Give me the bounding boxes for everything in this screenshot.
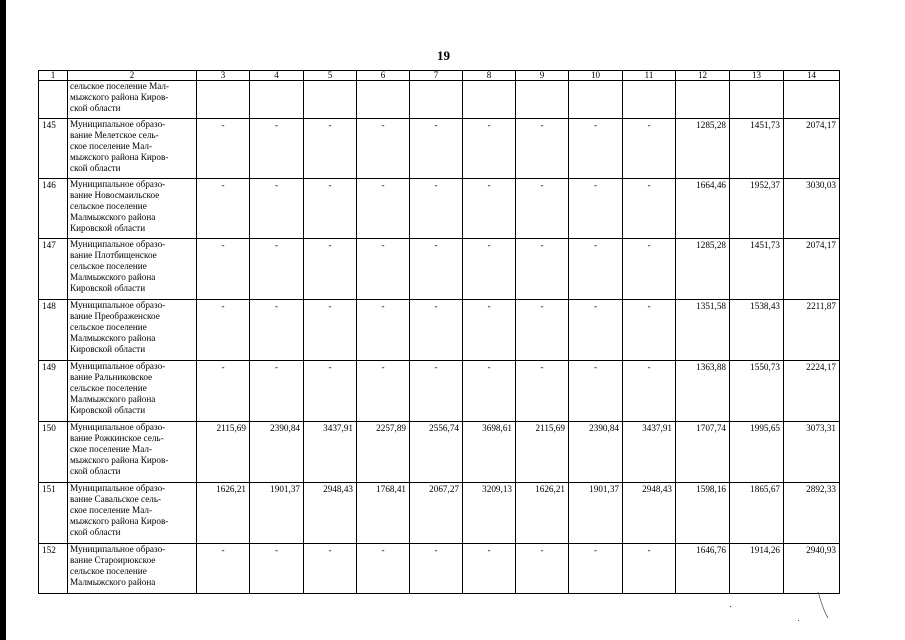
municipality-name: Муниципальное образо- вание Рожкинское сель- ское поселение Мал- мыжского района Киров- ской области [68,422,197,483]
value-cell: - [250,544,304,594]
column-header: 5 [304,71,357,81]
table-row [39,179,840,239]
row-number [39,81,68,119]
value-cell: - [569,239,623,300]
value-cell: 3209,13 [463,483,516,544]
value-cell: 1626,21 [516,483,569,544]
value-cell: - [569,361,623,422]
value-cell: - [569,119,623,179]
row-number: 145 [39,119,68,179]
column-header: 11 [623,71,676,81]
value-cell: - [463,361,516,422]
value-cell [784,81,840,119]
value-cell: - [357,544,410,594]
value-cell: 1995,65 [730,422,784,483]
scan-speck [730,606,731,607]
value-cell: 2074,17 [784,239,840,300]
value-cell: 2074,17 [784,119,840,179]
value-cell: - [304,544,357,594]
table-row [39,361,840,422]
value-cell: 1768,41 [357,483,410,544]
column-header: 2 [68,71,197,81]
value-cell: 2115,69 [197,422,250,483]
value-cell: - [410,544,463,594]
municipality-name: Муниципальное образо- вание Староирюкское сельское поселение Малмыжского района [68,544,197,594]
value-cell: - [304,239,357,300]
municipality-name: Муниципальное образо- вание Новосмаильское сельское поселение Малмыжского района Кировской области [68,179,197,239]
value-cell: - [516,361,569,422]
value-cell: 1451,73 [730,239,784,300]
municipality-name: Муниципальное образо- вание Ральниковское сельское поселение Малмыжского района Кировской области [68,361,197,422]
value-cell: - [304,300,357,361]
value-cell: 2556,74 [410,422,463,483]
value-cell: 2390,84 [250,422,304,483]
value-cell: - [197,300,250,361]
row-number: 150 [39,422,68,483]
value-cell [197,81,250,119]
value-cell: - [516,239,569,300]
value-cell: 1351,58 [676,300,730,361]
column-header: 9 [516,71,569,81]
row-number: 149 [39,361,68,422]
value-cell: 3073,31 [784,422,840,483]
value-cell: 2257,89 [357,422,410,483]
value-cell: 1285,28 [676,119,730,179]
value-cell: 1901,37 [250,483,304,544]
value-cell: - [357,239,410,300]
row-number: 148 [39,300,68,361]
column-header: 1 [39,71,68,81]
value-cell: - [516,300,569,361]
value-cell: - [569,544,623,594]
value-cell: 3698,61 [463,422,516,483]
scan-edge-bar [0,0,6,640]
value-cell [730,81,784,119]
column-header: 3 [197,71,250,81]
value-cell: - [250,179,304,239]
value-cell: - [463,300,516,361]
column-number-row [39,71,840,81]
value-cell: 1914,26 [730,544,784,594]
value-cell: - [250,361,304,422]
value-cell: 3437,91 [304,422,357,483]
value-cell: - [357,361,410,422]
value-cell [676,81,730,119]
value-cell: 1952,37 [730,179,784,239]
value-cell: - [250,119,304,179]
value-cell: - [516,544,569,594]
value-cell: - [463,544,516,594]
value-cell [410,81,463,119]
value-cell: 1664,46 [676,179,730,239]
value-cell: - [623,239,676,300]
value-cell: - [357,119,410,179]
value-cell [516,81,569,119]
value-cell: 2115,69 [516,422,569,483]
column-header: 14 [784,71,840,81]
value-cell: 2948,43 [304,483,357,544]
value-cell: 1598,16 [676,483,730,544]
value-cell: 2948,43 [623,483,676,544]
value-cell: - [463,179,516,239]
value-cell: 1285,28 [676,239,730,300]
value-cell [623,81,676,119]
value-cell [304,81,357,119]
column-header: 7 [410,71,463,81]
table-row [39,483,840,544]
value-cell: 2940,93 [784,544,840,594]
value-cell: 1901,37 [569,483,623,544]
column-header: 12 [676,71,730,81]
municipality-name: сельское поселение Мал- мыжского района Киров- ской области [68,81,197,119]
municipality-name: Муниципальное образо- вание Савальское сель- ское поселение Мал- мыжского района Киров- ской области [68,483,197,544]
value-cell: 2224,17 [784,361,840,422]
table-row [39,239,840,300]
value-cell: - [410,119,463,179]
column-header: 4 [250,71,304,81]
row-number: 152 [39,544,68,594]
value-cell: - [197,239,250,300]
value-cell: - [197,361,250,422]
value-cell: - [623,119,676,179]
value-cell [569,81,623,119]
table-row [39,422,840,483]
value-cell: - [623,544,676,594]
value-cell: - [304,179,357,239]
value-cell: - [250,239,304,300]
value-cell: 2892,33 [784,483,840,544]
value-cell: 1538,43 [730,300,784,361]
value-cell: - [304,119,357,179]
value-cell: 1707,74 [676,422,730,483]
value-cell: - [410,239,463,300]
value-cell: - [410,179,463,239]
value-cell: - [304,361,357,422]
value-cell [357,81,410,119]
value-cell: - [463,239,516,300]
value-cell: - [357,300,410,361]
value-cell: - [516,179,569,239]
value-cell: 1550,73 [730,361,784,422]
value-cell: 1865,67 [730,483,784,544]
tariff-table [38,70,840,594]
value-cell: 1646,76 [676,544,730,594]
value-cell: 1626,21 [197,483,250,544]
table-row [39,544,840,594]
value-cell: - [197,544,250,594]
value-cell: - [197,119,250,179]
scan-speck [798,620,799,621]
value-cell: 1363,88 [676,361,730,422]
value-cell: 2211,87 [784,300,840,361]
value-cell: 2067,27 [410,483,463,544]
value-cell [463,81,516,119]
table-row [39,300,840,361]
table-row [39,119,840,179]
column-header: 10 [569,71,623,81]
value-cell: - [623,300,676,361]
value-cell: - [569,179,623,239]
row-number: 146 [39,179,68,239]
value-cell: - [463,119,516,179]
value-cell: - [410,300,463,361]
value-cell: - [623,361,676,422]
row-number: 151 [39,483,68,544]
value-cell: - [197,179,250,239]
value-cell: 2390,84 [569,422,623,483]
municipality-name: Муниципальное образо- вание Мелетское сель- ское поселение Мал- мыжского района Киров- ской области [68,119,197,179]
pen-mark [816,590,830,620]
column-header: 6 [357,71,410,81]
value-cell: 1451,73 [730,119,784,179]
value-cell: - [623,179,676,239]
page-number: 19 [437,48,450,63]
row-number: 147 [39,239,68,300]
value-cell [250,81,304,119]
table-row [39,81,840,119]
municipality-name: Муниципальное образо- вание Плотбищенское сельское поселение Малмыжского района Кировской области [68,239,197,300]
column-header: 8 [463,71,516,81]
value-cell: - [357,179,410,239]
column-header: 13 [730,71,784,81]
value-cell: - [410,361,463,422]
value-cell: 3437,91 [623,422,676,483]
value-cell: - [250,300,304,361]
value-cell: - [516,119,569,179]
municipality-name: Муниципальное образо- вание Преображенское сельское поселение Малмыжского района Кировской области [68,300,197,361]
value-cell: - [569,300,623,361]
value-cell: 3030,03 [784,179,840,239]
